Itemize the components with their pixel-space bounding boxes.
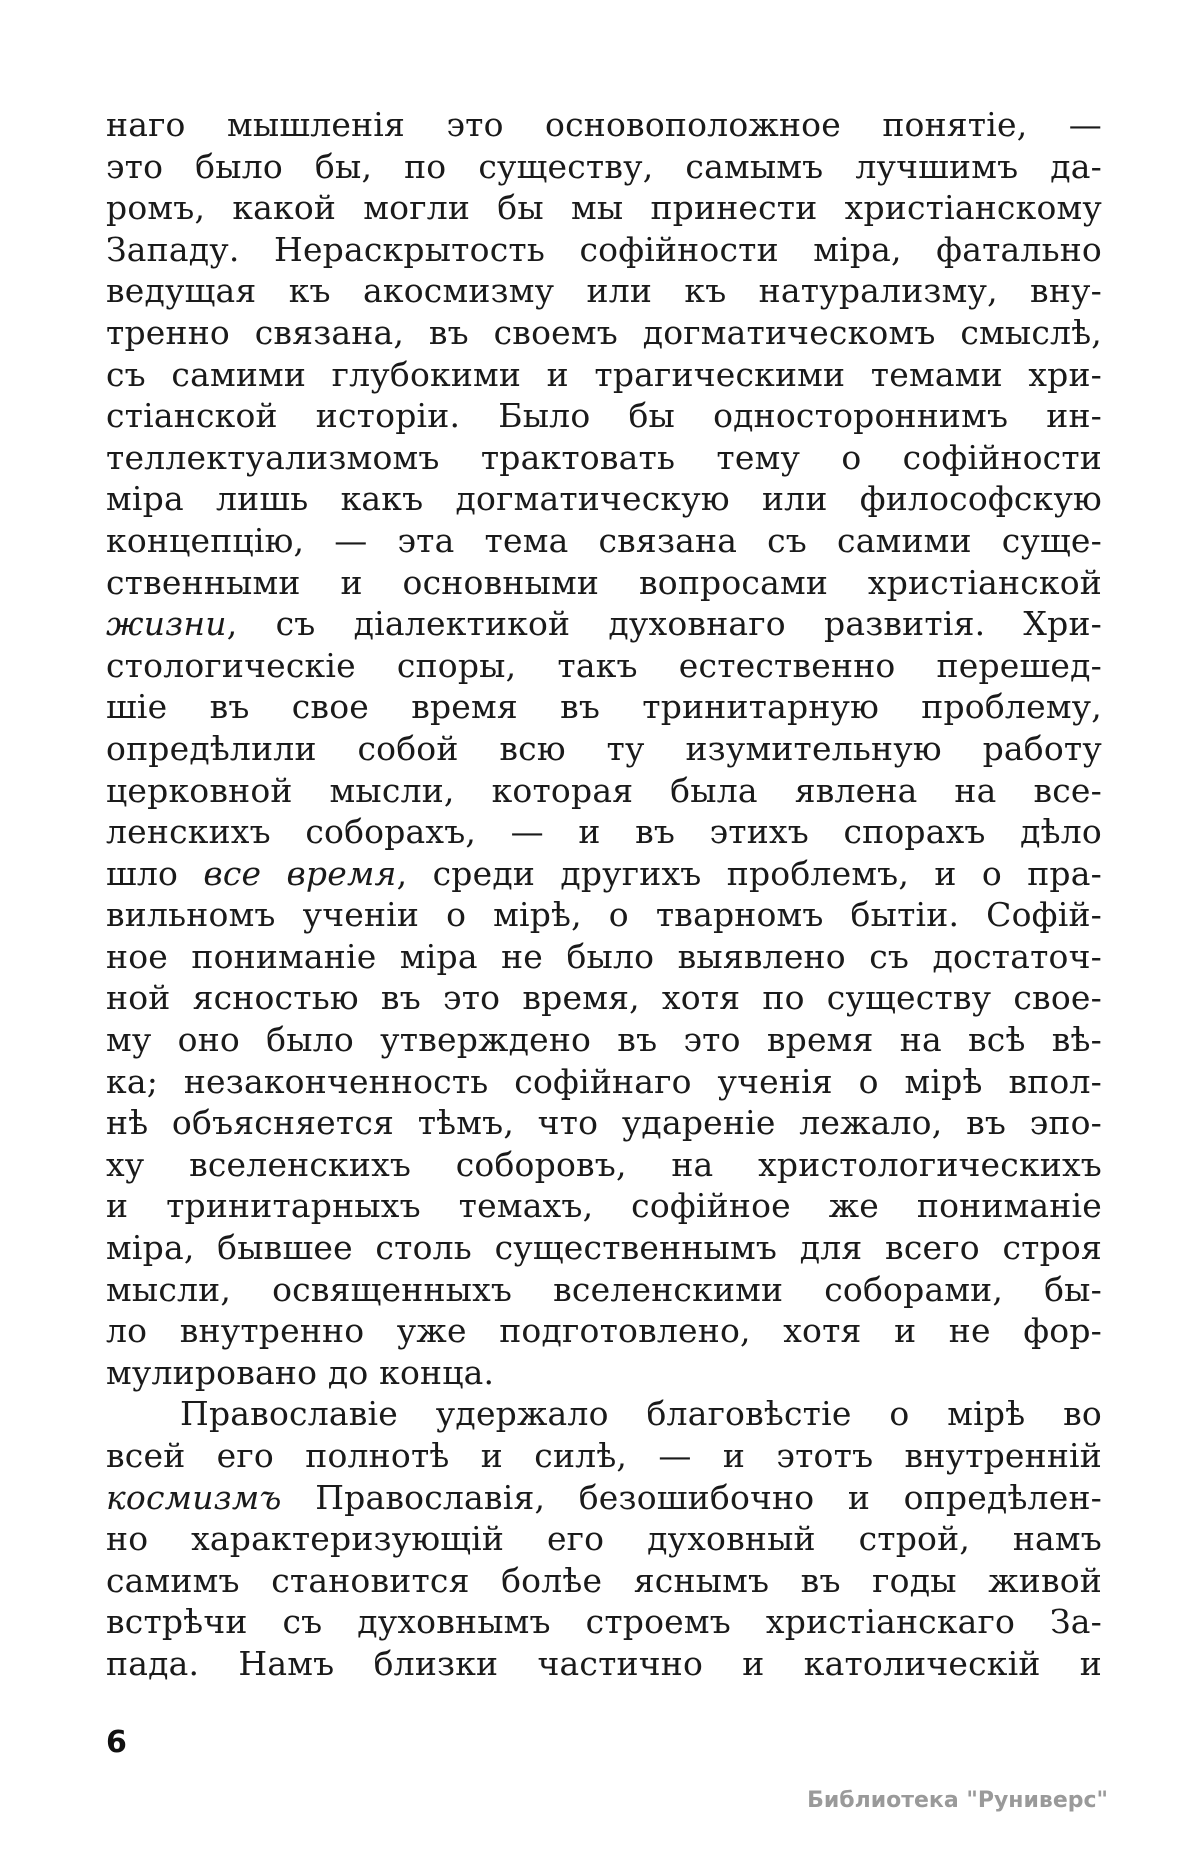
text-line: наго мышленія это основоположное понятіе, — [106, 105, 1102, 144]
text-line: всей его полнотѣ и силѣ, — и этотъ внутренній [106, 1436, 1102, 1475]
text-line: мулировано до конца. [106, 1352, 495, 1392]
text-line: вильномъ ученіи о мірѣ, о тварномъ бытіи. Софій- [106, 895, 1102, 935]
text-line: шіе въ свое время въ тринитарную проблему, [106, 687, 1102, 727]
text-line: самимъ становится болѣе яснымъ въ годы живой [106, 1560, 1102, 1600]
page-number: 6 [106, 1725, 127, 1760]
text-line: ведущая къ акосмизму или къ натурализму, вну- [106, 271, 1102, 311]
text-line: стологическіе споры, такъ естественно перешед- [106, 645, 1102, 685]
text-line: это было бы, по существу, самымъ лучшимъ да- [106, 146, 1102, 186]
text-line: міра, бывшее столь существеннымъ для всего строя [106, 1228, 1102, 1268]
text-line: но характеризующій его духовный строй, намъ [106, 1519, 1102, 1559]
text-line: нѣ объясняется тѣмъ, что удареніе лежало, въ эпо- [106, 1103, 1102, 1143]
text-line: и тринитарныхъ темахъ, софійное же пониманіе [106, 1186, 1102, 1226]
text-line: міра лишь какъ догматическую или философскую [106, 479, 1102, 519]
text-line: ка; незаконченность софійнаго ученія о мірѣ впол- [106, 1061, 1102, 1101]
text-line: ной ясностью въ это время, хотя по существу свое- [106, 978, 1102, 1018]
text-line: ственными и основными вопросами христіанской [106, 562, 1102, 602]
text-line [106, 1477, 1102, 1519]
library-watermark: Библиотека "Руниверс" [807, 1788, 1108, 1813]
text-line: встрѣчи съ духовнымъ строемъ христіанскаго За- [106, 1602, 1102, 1642]
text-line: теллектуализмомъ трактовать тему о софійности [106, 437, 1102, 477]
italic-word: космизмъ [106, 1477, 282, 1517]
italic-phrase: все время [203, 853, 397, 893]
text-line: стіанской исторіи. Было бы одностороннимъ ин- [106, 396, 1102, 436]
text-fragment: , среди другихъ проблемъ, и о пра- [396, 853, 1102, 893]
text-line: му оно было утверждено въ это время на всѣ вѣ- [106, 1020, 1102, 1060]
italic-word: жизни [106, 604, 227, 644]
text-line: пада. Намъ близки частично и католическій и [106, 1643, 1102, 1683]
text-line: ху вселенскихъ соборовъ, на христологическихъ [106, 1144, 1102, 1184]
text-line: ло внутренно уже подготовлено, хотя и не фор- [106, 1311, 1102, 1351]
page-text [106, 104, 1102, 1685]
text-fragment: , съ діалектикой духовнаго развитія. Хри- [226, 604, 1102, 644]
text-line: ромъ, какой могли бы мы принести христіанскому [106, 188, 1102, 228]
text-line: съ самими глубокими и трагическими темами хри- [106, 354, 1102, 394]
text-line: церковной мысли, которая была явлена на все- [106, 770, 1102, 810]
text-line: мысли, освященныхъ вселенскими соборами, бы- [106, 1269, 1102, 1309]
text-fragment: Православія, безошибочно и опредѣлен- [281, 1477, 1102, 1517]
text-line [106, 603, 1102, 645]
text-fragment: шло [106, 853, 204, 893]
text-line: ленскихъ соборахъ, — и въ этихъ спорахъ дѣло [106, 812, 1102, 852]
text-line: концепцію, — эта тема связана съ самими суще- [106, 520, 1102, 560]
text-line: ное пониманіе міра не было выявлено съ достаточ- [106, 936, 1102, 976]
text-line: Западу. Нераскрытость софійности міра, фатально [106, 229, 1102, 269]
paragraph-start-line: Православіе удержало благовѣстіе о мірѣ во [180, 1394, 1102, 1434]
text-line [106, 853, 1102, 895]
text-line: опредѣлили собой всю ту изумительную работу [106, 728, 1102, 768]
text-line: тренно связана, въ своемъ догматическомъ смыслѣ, [106, 312, 1102, 352]
